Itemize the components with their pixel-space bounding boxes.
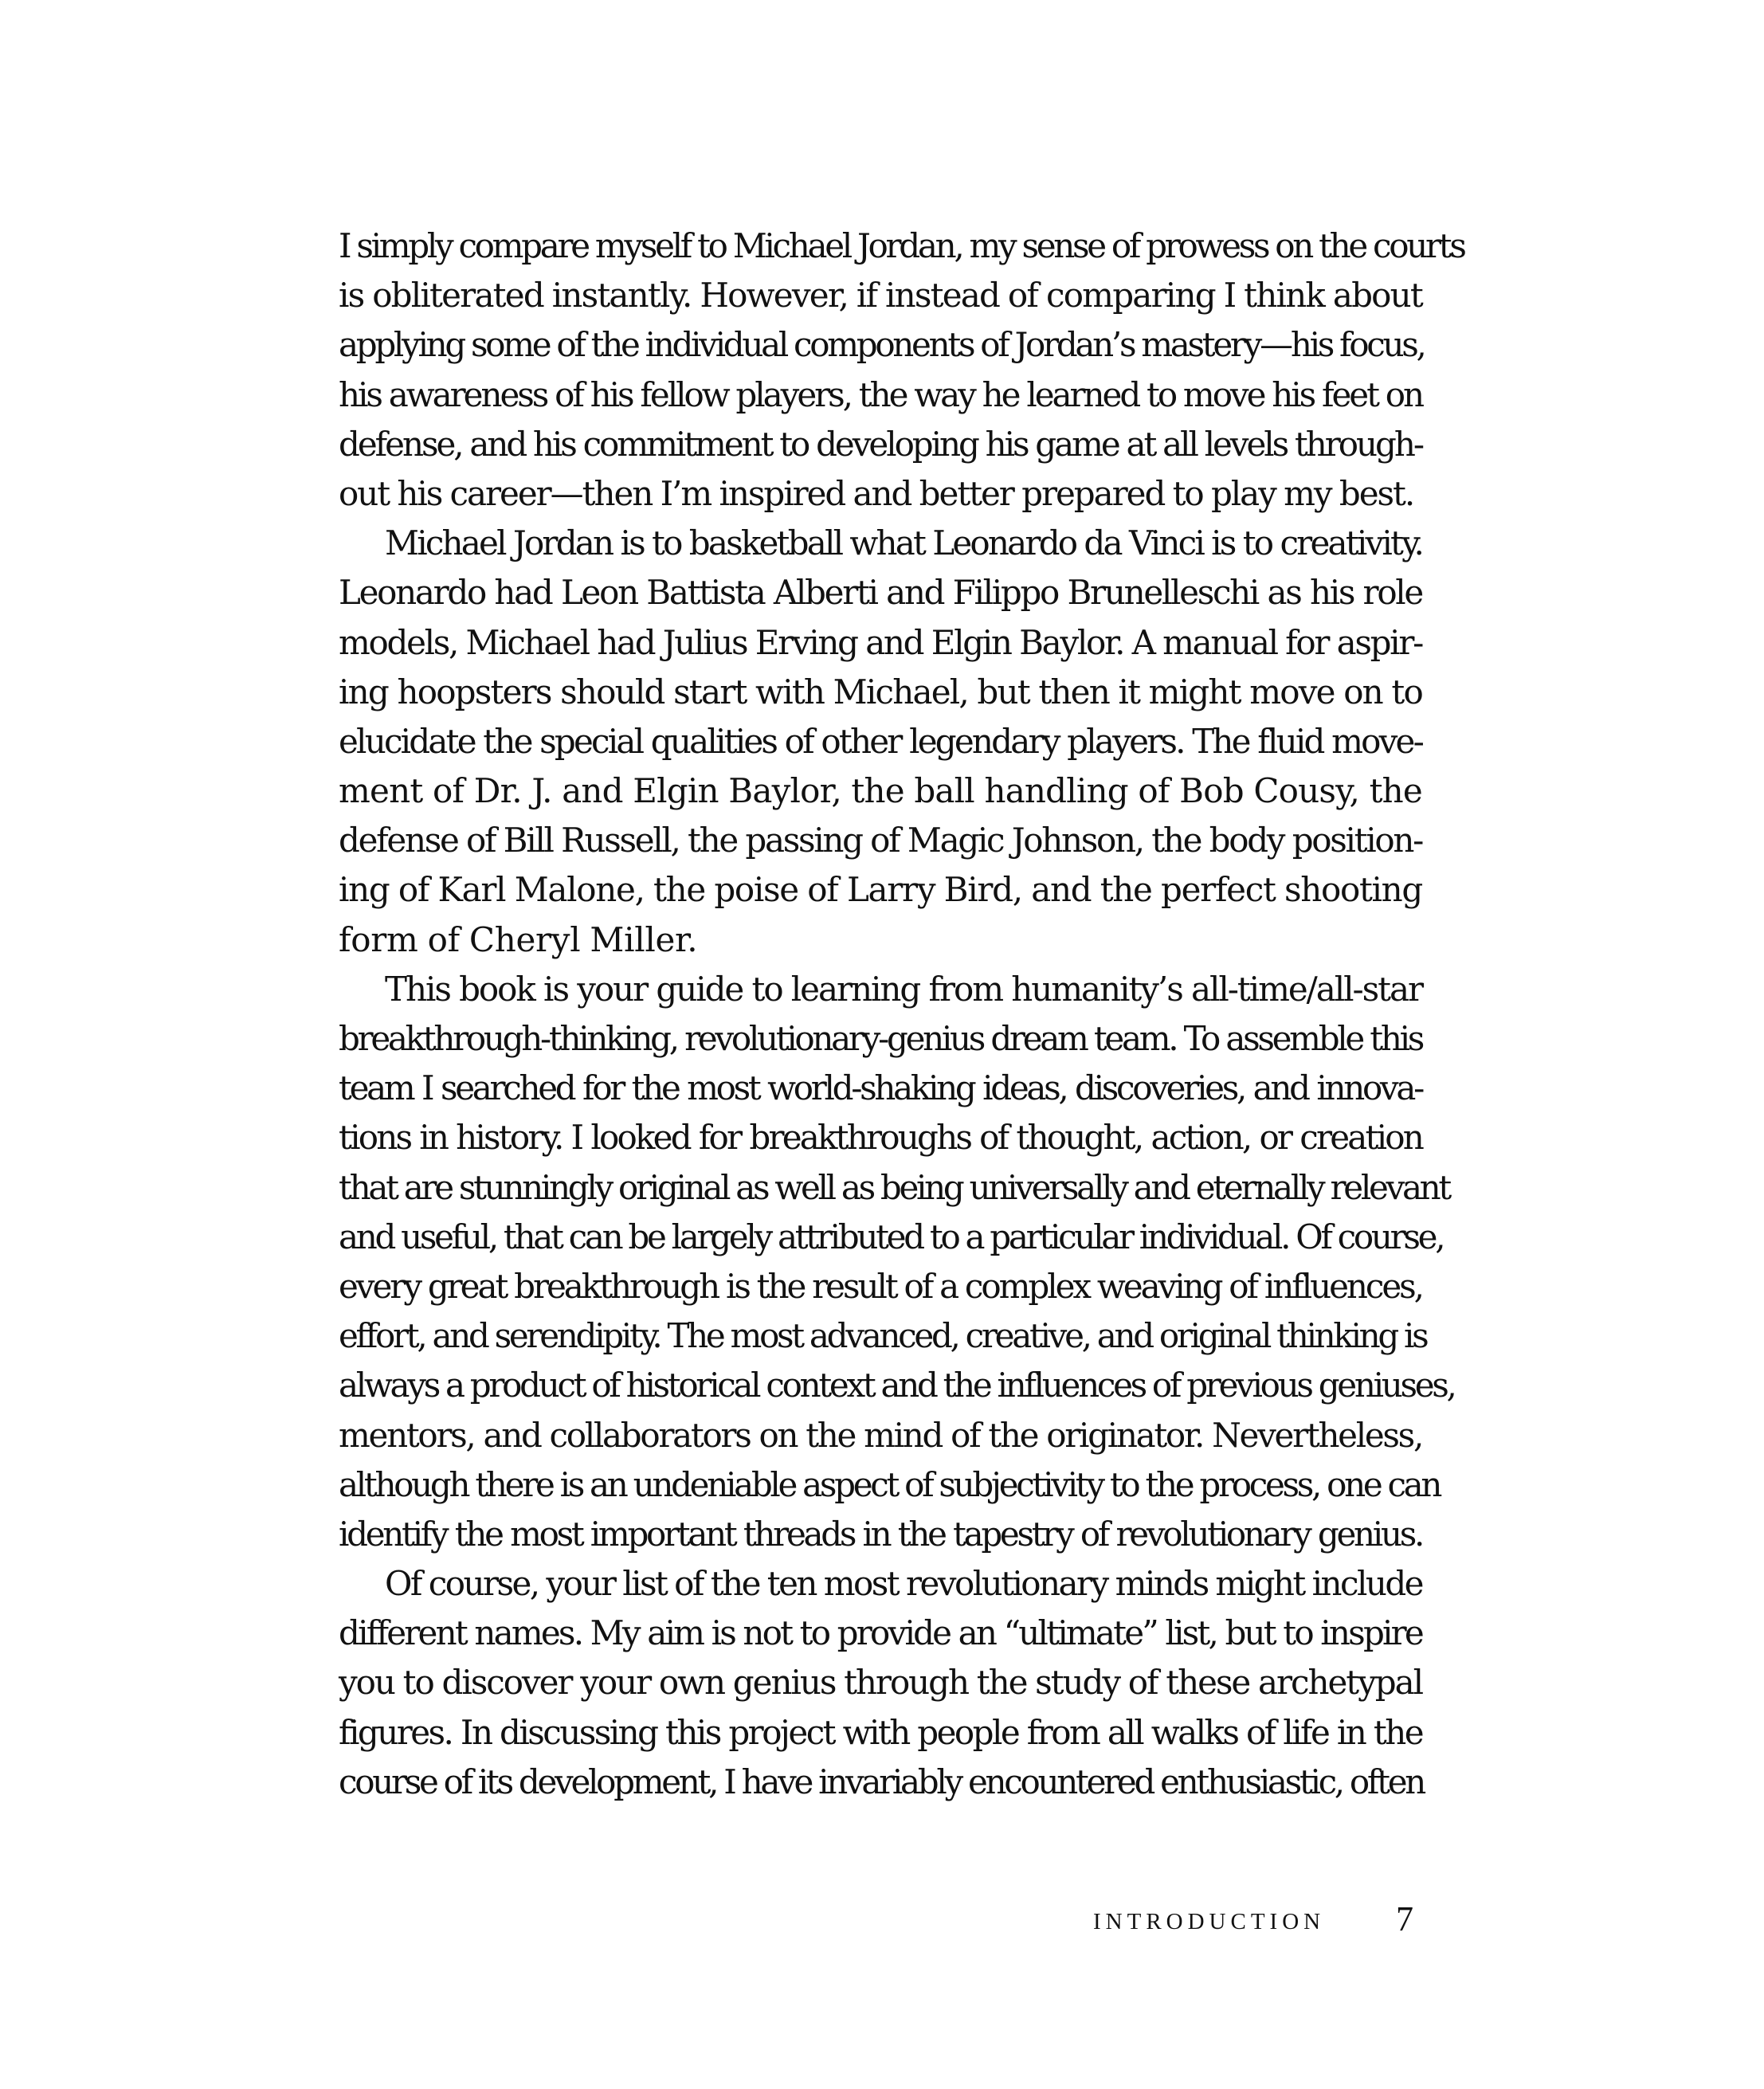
- text-line: Leonardo had Leon Battista Alberti and Filippo Brunelleschi as his role: [339, 573, 1422, 613]
- body-text: [339, 221, 1464, 1807]
- text-line: models, Michael had Julius Erving and Elgin Baylor. A manual for aspir-: [339, 622, 1422, 662]
- text-line: team I searched for the most world-shaking ideas, discoveries, and innova-: [339, 1068, 1422, 1108]
- text-line: mentors, and collaborators on the mind of the originator. Nevertheless,: [339, 1415, 1422, 1455]
- text-line: tions in history. I looked for breakthroughs of thought, action, or creation: [339, 1118, 1422, 1158]
- text-line: I simply compare myself to Michael Jordan, my sense of prowess on the courts: [339, 226, 1464, 265]
- text-line: Of course, your list of the ten most revolutionary minds might include: [385, 1564, 1422, 1604]
- text-line: always a product of historical context and the influences of previous geniuses,: [339, 1366, 1455, 1405]
- page-number: 7: [1396, 1899, 1413, 1938]
- text-line: defense of Bill Russell, the passing of Magic Johnson, the body position-: [339, 821, 1422, 860]
- text-line: is obliterated instantly. However, if instead of comparing I think about: [339, 276, 1422, 316]
- running-footer-section: INTRODUCTION: [1093, 1909, 1326, 1934]
- text-line: This book is your guide to learning from humanity’s all-time/all-star: [385, 969, 1422, 1009]
- text-line: Michael Jordan is to basketball what Leonardo da Vinci is to creativity.: [385, 523, 1422, 563]
- text-line: form of Cheryl Miller.: [339, 919, 698, 959]
- text-line: ing of Karl Malone, the poise of Larry Bird, and the perfect shooting: [339, 870, 1422, 910]
- text-line: different names. My aim is not to provide an “ultimate” list, but to inspire: [339, 1613, 1422, 1653]
- text-line: applying some of the individual components of Jordan’s mastery—his focus,: [339, 325, 1425, 365]
- text-line: every great breakthrough is the result of a complex weaving of influences,: [339, 1266, 1422, 1306]
- text-line: elucidate the special qualities of other legendary players. The fluid move-: [339, 721, 1422, 761]
- text-line: and useful, that can be largely attributed to a particular individual. Of course,: [339, 1217, 1444, 1256]
- text-line: that are stunningly original as well as being universally and eternally relevant: [339, 1167, 1450, 1207]
- text-line: identify the most important threads in the tapestry of revolutionary genius.: [339, 1514, 1422, 1554]
- text-line: ment of Dr. J. and Elgin Baylor, the ball handling of Bob Cousy, the: [339, 771, 1422, 811]
- text-line: defense, and his commitment to developing his game at all levels through-: [339, 424, 1422, 464]
- text-line: ing hoopsters should start with Michael, but then it might move on to: [339, 672, 1422, 711]
- text-line: although there is an undeniable aspect of subjectivity to the process, one can: [339, 1464, 1441, 1504]
- text-line: his awareness of his fellow players, the way he learned to move his feet on: [339, 374, 1422, 414]
- text-line: breakthrough-thinking, revolutionary-genius dream team. To assemble this: [339, 1019, 1422, 1058]
- text-line: out his career—then I’m inspired and better prepared to play my best.: [339, 473, 1414, 513]
- text-line: course of its development, I have invariably encountered enthusiastic, often: [339, 1762, 1425, 1801]
- text-line: you to discover your own genius through the study of these archetypal: [339, 1663, 1422, 1703]
- text-line: effort, and serendipity. The most advanced, creative, and original thinking is: [339, 1316, 1427, 1356]
- text-line: figures. In discussing this project with people from all walks of life in the: [339, 1712, 1422, 1752]
